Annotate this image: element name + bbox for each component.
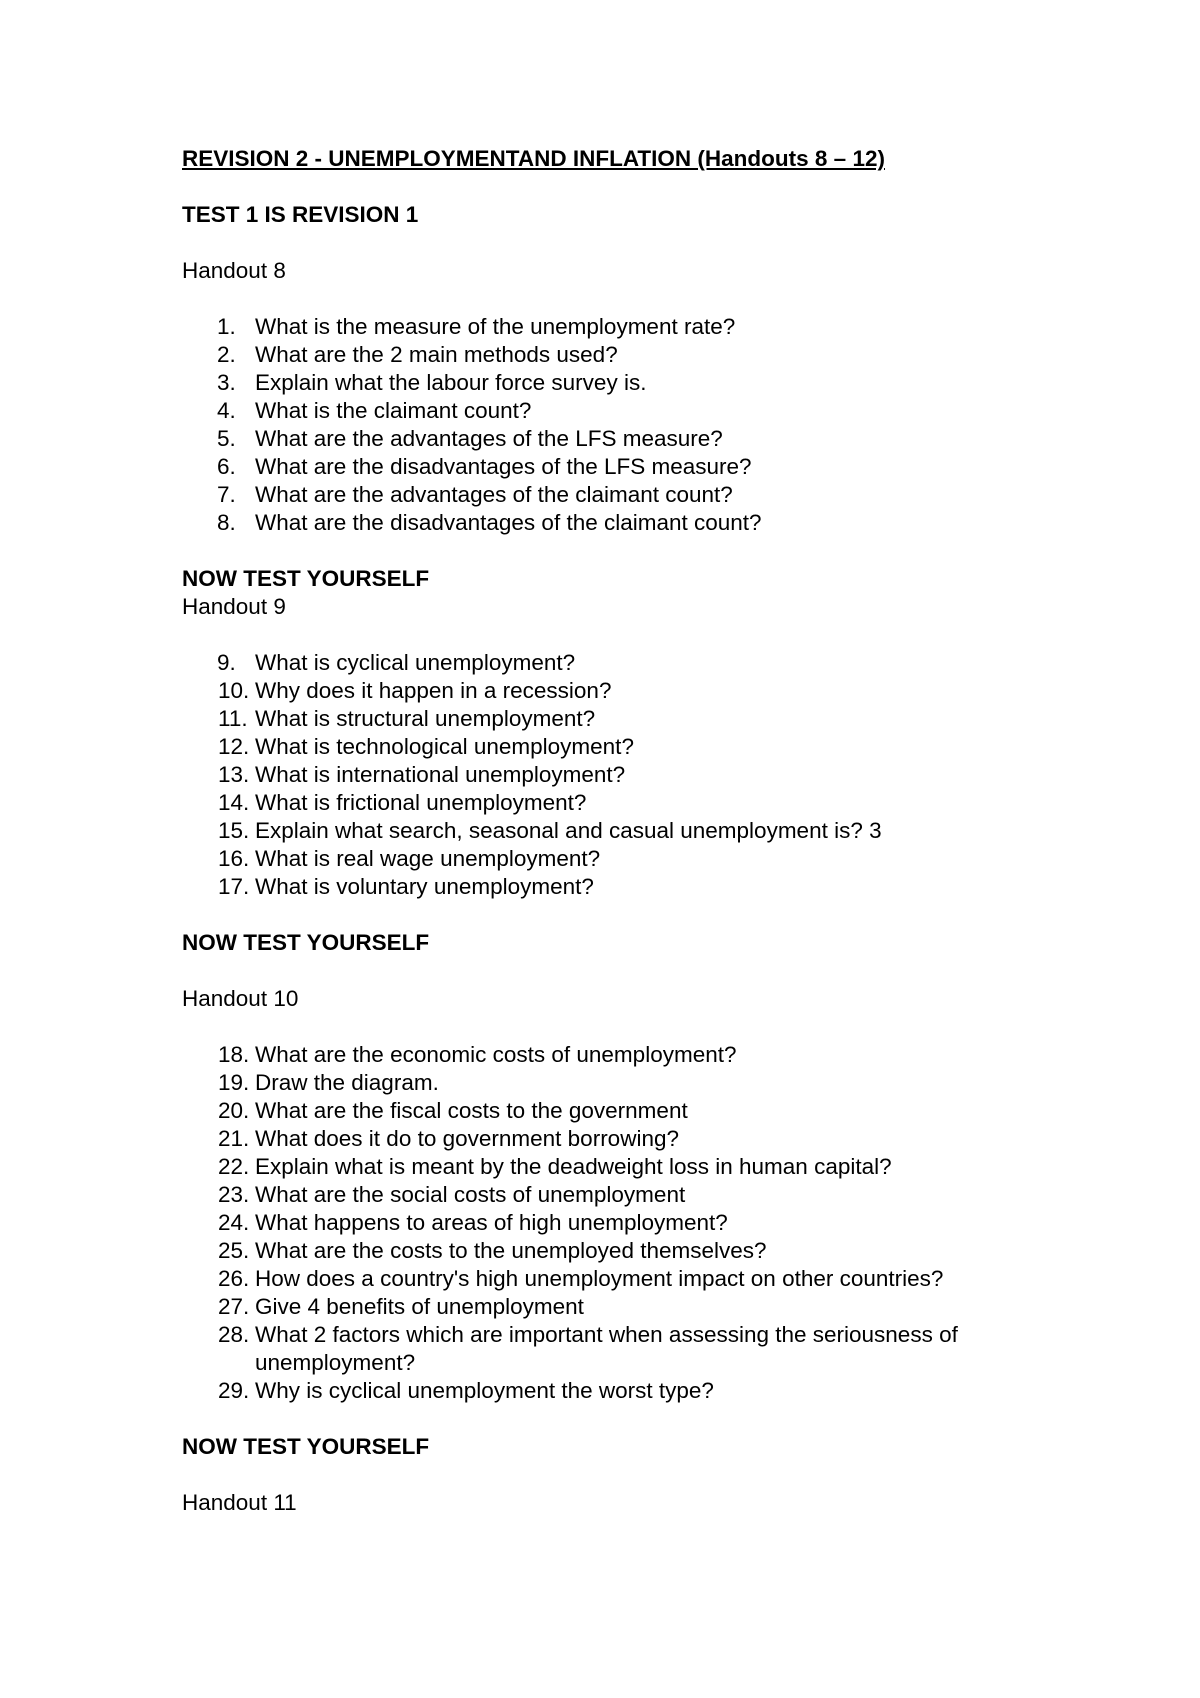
handout-11-heading: Handout 11 [182,1490,297,1515]
question-item: 17. What is voluntary unemployment? [218,874,594,899]
question-item: 24. What happens to areas of high unemployment? [218,1210,728,1235]
question-item: 5. What are the advantages of the LFS measure? [217,426,723,451]
test-yourself-label: NOW TEST YOURSELF [182,566,430,591]
handout-10-questions [182,1041,1082,1405]
question-item: 3. Explain what the labour force survey is. [217,370,647,395]
question-item: 18. What are the economic costs of unemployment? [218,1042,737,1067]
question-item: 9. What is cyclical unemployment? [217,650,576,675]
question-item: 21. What does it do to government borrowing? [218,1126,679,1151]
question-item: 6. What are the disadvantages of the LFS measure? [217,454,752,479]
question-item: 14. What is frictional unemployment? [218,790,587,815]
question-item: 28. What 2 factors which are important when assessing the seriousness of unemployment? [218,1322,958,1375]
test-yourself-label: NOW TEST YOURSELF [182,1434,430,1459]
question-item: 16. What is real wage unemployment? [218,846,601,871]
question-item: 8. What are the disadvantages of the claimant count? [217,510,762,535]
question-item: 12. What is technological unemployment? [218,734,634,759]
question-item: 23. What are the social costs of unemployment [218,1182,686,1207]
test-yourself-label: NOW TEST YOURSELF [182,930,430,955]
question-item: 1. What is the measure of the unemployment rate? [217,314,736,339]
handout-8-questions [182,313,1082,537]
question-item: 22. Explain what is meant by the deadweight loss in human capital? [218,1154,892,1179]
document-page [182,145,1082,1517]
question-item: 26. How does a country's high unemployment impact on other countries? [218,1266,944,1291]
handout-9-heading: Handout 9 [182,594,286,619]
question-item: 13. What is international unemployment? [218,762,626,787]
document-title: REVISION 2 - UNEMPLOYMENTAND INFLATION (Handouts 8 – 12) [182,146,885,171]
question-item: 15. Explain what search, seasonal and casual unemployment is? 3 [218,818,882,843]
question-item: 29. Why is cyclical unemployment the worst type? [218,1378,714,1403]
handout-10-heading: Handout 10 [182,986,299,1011]
question-item: 25. What are the costs to the unemployed themselves? [218,1238,767,1263]
document-subtitle: TEST 1 IS REVISION 1 [182,202,419,227]
question-item: 19. Draw the diagram. [218,1070,439,1095]
question-item: 4. What is the claimant count? [217,398,532,423]
question-item: 7. What are the advantages of the claimant count? [217,482,733,507]
question-item: 10. Why does it happen in a recession? [218,678,612,703]
question-item: 11. What is structural unemployment? [218,706,596,731]
handout-9-questions [182,649,1082,901]
question-item: 2. What are the 2 main methods used? [217,342,618,367]
question-item: 20. What are the fiscal costs to the government [218,1098,688,1123]
handout-8-heading: Handout 8 [182,258,286,283]
question-item: 27. Give 4 benefits of unemployment [218,1294,584,1319]
